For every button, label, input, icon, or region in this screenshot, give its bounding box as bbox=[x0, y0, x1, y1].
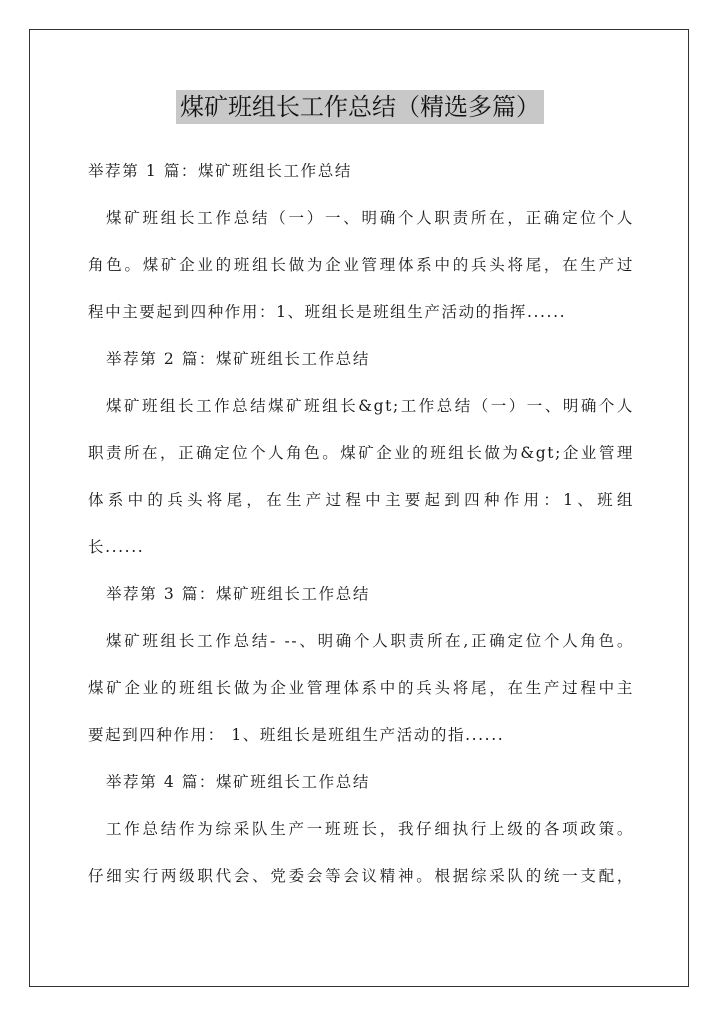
paragraph-line: 煤矿班组长工作总结煤矿班组长&gt;工作总结（一）一、明确个人 bbox=[106, 397, 634, 415]
paragraph-line: 煤矿企业的班组长做为企业管理体系中的兵头将尾，在生产过程中主 bbox=[88, 679, 634, 697]
paragraph-line: 程中主要起到四种作用：1、班组长是班组生产活动的指挥...... bbox=[88, 303, 567, 321]
paragraph-line: 角色。煤矿企业的班组长做为企业管理体系中的兵头将尾，在生产过 bbox=[88, 256, 634, 274]
section-heading-3: 举荐第 3 篇：煤矿班组长工作总结 bbox=[106, 585, 370, 603]
section-heading-1: 举荐第 1 篇：煤矿班组长工作总结 bbox=[88, 162, 352, 180]
section-heading-2: 举荐第 2 篇：煤矿班组长工作总结 bbox=[106, 350, 370, 368]
document-body bbox=[88, 148, 634, 900]
paragraph-line: 仔细实行两级职代会、党委会等会议精神。根据综采队的统一支配， bbox=[88, 867, 634, 885]
section-heading-4: 举荐第 4 篇：煤矿班组长工作总结 bbox=[106, 773, 370, 791]
title-container bbox=[0, 90, 720, 124]
paragraph-line: 煤矿班组长工作总结- --、明确个人职责所在,正确定位个人角色。 bbox=[106, 632, 634, 650]
paragraph-line: 体系中的兵头将尾，在生产过程中主要起到四种作用：1、班组 bbox=[88, 491, 634, 509]
paragraph-line: 长...... bbox=[88, 538, 145, 556]
paragraph-line: 职责所在，正确定位个人角色。煤矿企业的班组长做为&gt;企业管理 bbox=[88, 444, 634, 462]
paragraph-line: 要起到四种作用： 1、班组长是班组生产活动的指...... bbox=[88, 726, 505, 744]
paragraph-line: 煤矿班组长工作总结（一）一、明确个人职责所在，正确定位个人 bbox=[106, 209, 634, 227]
paragraph-line: 工作总结作为综采队生产一班班长，我仔细执行上级的各项政策。 bbox=[106, 820, 634, 838]
document-title: 煤矿班组长工作总结（精选多篇） bbox=[176, 90, 544, 124]
